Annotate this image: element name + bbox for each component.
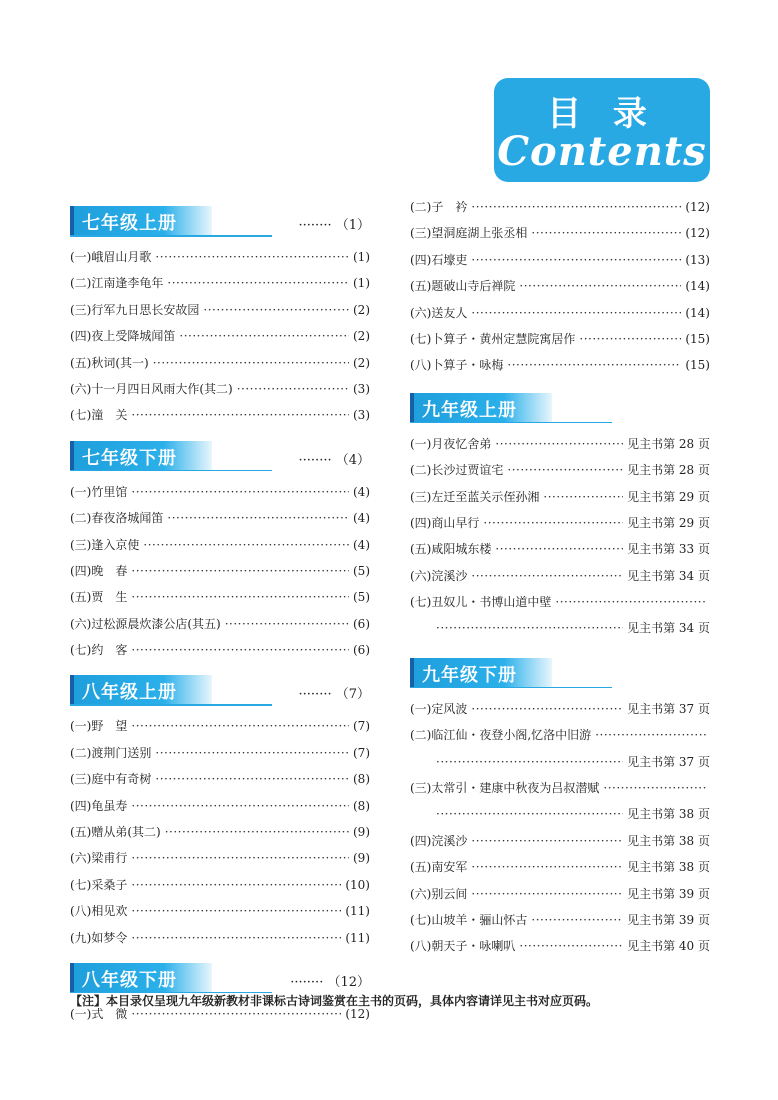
section-page: ········ （7） bbox=[298, 687, 370, 703]
leader-dots bbox=[131, 719, 349, 733]
leader-dots bbox=[131, 1007, 341, 1021]
entry-title: (七)山坡羊・骊山怀古 bbox=[410, 912, 528, 927]
section-underline bbox=[70, 704, 272, 706]
leader-dots bbox=[436, 755, 623, 769]
toc-entry[interactable] bbox=[410, 881, 710, 907]
entry-title: (一)定风波 bbox=[410, 701, 468, 716]
entry-title: (七)潼 关 bbox=[70, 408, 128, 423]
entry-title: (一)峨眉山月歌 bbox=[70, 250, 152, 264]
toc-entry[interactable] bbox=[70, 898, 370, 924]
toc-entry[interactable] bbox=[410, 589, 710, 615]
toc-entry[interactable] bbox=[410, 775, 710, 801]
leader-dots bbox=[436, 807, 623, 821]
section-title: 九年级上册 bbox=[422, 399, 517, 421]
leader-dots bbox=[436, 621, 623, 635]
entry-title: (七)卜算子・黄州定慧院寓居作 bbox=[410, 331, 576, 346]
toc-entry[interactable] bbox=[410, 220, 710, 246]
leader-dots bbox=[225, 617, 349, 631]
toc-entry[interactable] bbox=[70, 323, 370, 349]
entry-title: (八)卜算子・咏梅 bbox=[410, 358, 504, 373]
leader-dots bbox=[507, 358, 681, 372]
entry-page: 见主书第 40 页 bbox=[627, 939, 710, 954]
leader-dots bbox=[131, 851, 349, 865]
entry-title: (四)晚 春 bbox=[70, 563, 128, 578]
toc-entry[interactable] bbox=[410, 563, 710, 589]
toc-entry[interactable] bbox=[70, 637, 370, 663]
section-underline bbox=[70, 470, 272, 472]
entry-title: (二)子 衿 bbox=[410, 200, 468, 214]
entry-page: (12) bbox=[345, 1006, 370, 1021]
entry-page: (13) bbox=[685, 252, 710, 267]
toc-entry[interactable] bbox=[70, 845, 370, 871]
leader-dots bbox=[531, 913, 623, 927]
entry-page: (4) bbox=[353, 537, 370, 552]
leader-dots bbox=[495, 542, 623, 556]
leader-dots bbox=[471, 887, 623, 901]
leader-dots bbox=[131, 799, 349, 813]
toc-entry[interactable] bbox=[70, 479, 370, 505]
entry-page: (5) bbox=[353, 563, 370, 578]
toc-entry[interactable] bbox=[70, 270, 370, 296]
toc-entry[interactable] bbox=[410, 510, 710, 536]
leader-dots bbox=[155, 746, 349, 760]
entry-title: (六)十一月四日风雨大作(其二) bbox=[70, 381, 233, 396]
section-title: 八年级上册 bbox=[82, 682, 177, 704]
entry-title: (一)式 微 bbox=[70, 1006, 128, 1021]
entry-page: (1) bbox=[353, 276, 370, 291]
entry-title: (三)左迁至蓝关示侄孙湘 bbox=[410, 489, 540, 504]
entry-page: 见主书第 38 页 bbox=[627, 833, 710, 848]
entry-title: (三)庭中有奇树 bbox=[70, 772, 152, 787]
entry-page: 见主书第 34 页 bbox=[627, 621, 710, 636]
leader-dots bbox=[131, 564, 349, 578]
entry-title: (八)相见欢 bbox=[70, 904, 128, 919]
leader-dots bbox=[471, 860, 623, 874]
entry-title: (二)春夜洛城闻笛 bbox=[70, 511, 164, 526]
entry-page: 见主书第 28 页 bbox=[627, 436, 710, 451]
leader-dots bbox=[555, 595, 706, 609]
leader-dots bbox=[579, 332, 681, 346]
toc-entry[interactable] bbox=[410, 933, 710, 959]
leader-dots bbox=[167, 276, 349, 290]
toc-entry-continuation[interactable] bbox=[410, 615, 710, 641]
section-page: ········ （1） bbox=[298, 218, 370, 233]
section-underline bbox=[410, 687, 612, 689]
toc-entry[interactable] bbox=[70, 402, 370, 428]
leader-dots bbox=[471, 253, 681, 267]
entry-page: (5) bbox=[353, 590, 370, 605]
entry-title: (一)月夜忆舍弟 bbox=[410, 436, 492, 451]
entry-title: (二)江南逢李龟年 bbox=[70, 276, 164, 291]
section-underline bbox=[410, 422, 612, 424]
entry-page: (1) bbox=[353, 250, 370, 264]
entry-page: (12) bbox=[685, 200, 710, 214]
entry-title: (四)浣溪沙 bbox=[410, 833, 468, 848]
leader-dots bbox=[167, 511, 349, 525]
left-column bbox=[70, 196, 370, 1027]
toc-entry[interactable] bbox=[70, 611, 370, 637]
leader-dots bbox=[131, 408, 349, 422]
leader-dots bbox=[165, 825, 349, 839]
toc-entry[interactable] bbox=[70, 532, 370, 558]
section-header bbox=[410, 656, 710, 690]
title-chinese: 目 录 bbox=[547, 94, 657, 134]
leader-dots bbox=[471, 702, 623, 716]
leader-dots bbox=[203, 303, 349, 317]
leader-dots bbox=[155, 772, 349, 786]
entry-title: (六)浣溪沙 bbox=[410, 568, 468, 583]
toc-entry[interactable] bbox=[70, 558, 370, 584]
entry-page: 见主书第 28 页 bbox=[627, 463, 710, 478]
toc-entry[interactable] bbox=[70, 297, 370, 323]
entry-title: (三)太常引・建康中秋夜为吕叔潜赋 bbox=[410, 781, 600, 796]
leader-dots bbox=[179, 329, 349, 343]
entry-page: 见主书第 29 页 bbox=[627, 489, 710, 504]
entry-title: (二)临江仙・夜登小阁,忆洛中旧游 bbox=[410, 728, 592, 743]
entry-title: (四)商山早行 bbox=[410, 515, 480, 530]
toc-entry[interactable] bbox=[410, 907, 710, 933]
entry-page: 见主书第 29 页 bbox=[627, 515, 710, 530]
entry-title: (六)送友人 bbox=[410, 305, 468, 320]
entry-page: (4) bbox=[353, 511, 370, 526]
leader-dots bbox=[471, 306, 681, 320]
entry-title: (三)望洞庭湖上张丞相 bbox=[410, 226, 528, 241]
entry-page: (7) bbox=[353, 745, 370, 760]
toc-entry[interactable] bbox=[410, 536, 710, 562]
section-header bbox=[70, 673, 370, 707]
entry-title: (二)长沙过贾谊宅 bbox=[410, 463, 504, 478]
leader-dots bbox=[131, 643, 349, 657]
toc-entry[interactable] bbox=[70, 766, 370, 792]
toc-entry[interactable] bbox=[410, 696, 710, 722]
entry-page: (3) bbox=[353, 381, 370, 396]
entry-title: (四)夜上受降城闻笛 bbox=[70, 329, 176, 344]
entry-page: (8) bbox=[353, 772, 370, 787]
toc-entry-continuation[interactable] bbox=[410, 801, 710, 827]
section-header bbox=[410, 391, 710, 425]
entry-title: (六)梁甫行 bbox=[70, 851, 128, 866]
toc-entry[interactable] bbox=[70, 740, 370, 766]
leader-dots bbox=[143, 538, 349, 552]
entry-title: (九)如梦令 bbox=[70, 930, 128, 945]
leader-dots bbox=[155, 250, 349, 264]
entry-page: (8) bbox=[353, 798, 370, 813]
leader-dots bbox=[495, 437, 623, 451]
leader-dots bbox=[131, 904, 341, 918]
toc-entry[interactable] bbox=[70, 376, 370, 402]
leader-dots bbox=[237, 382, 349, 396]
toc-entry[interactable] bbox=[70, 872, 370, 898]
contents-title-box bbox=[494, 78, 710, 182]
toc-entry[interactable] bbox=[70, 713, 370, 739]
entry-page: 见主书第 39 页 bbox=[627, 886, 710, 901]
entry-page: (11) bbox=[345, 930, 370, 945]
entry-page: (7) bbox=[353, 719, 370, 734]
toc-entry[interactable] bbox=[410, 457, 710, 483]
leader-dots bbox=[131, 931, 341, 945]
entry-page: (6) bbox=[353, 616, 370, 631]
toc-entry[interactable] bbox=[70, 505, 370, 531]
entry-title: (五)赠从弟(其二) bbox=[70, 825, 161, 840]
entry-title: (四)龟虽寿 bbox=[70, 798, 128, 813]
leader-dots bbox=[483, 516, 623, 530]
entry-title: (七)约 客 bbox=[70, 643, 128, 658]
leader-dots bbox=[131, 485, 349, 499]
entry-page: (3) bbox=[353, 408, 370, 423]
toc-entry[interactable] bbox=[410, 326, 710, 352]
entry-title: (七)丑奴儿・书博山道中壁 bbox=[410, 595, 552, 610]
section-title: 九年级下册 bbox=[422, 664, 517, 686]
entry-title: (三)逢入京使 bbox=[70, 537, 140, 552]
leader-dots bbox=[471, 569, 623, 583]
section-title: 七年级下册 bbox=[82, 447, 177, 469]
entry-title: (一)竹里馆 bbox=[70, 484, 128, 499]
section-header bbox=[70, 439, 370, 473]
toc-entry[interactable] bbox=[410, 484, 710, 510]
entry-page: 见主书第 38 页 bbox=[627, 860, 710, 875]
entry-page: (2) bbox=[353, 302, 370, 317]
leader-dots bbox=[519, 279, 681, 293]
section-header bbox=[70, 204, 370, 238]
entry-title: (五)题破山寺后禅院 bbox=[410, 279, 516, 294]
entry-page: (2) bbox=[353, 355, 370, 370]
entry-page: 见主书第 34 页 bbox=[627, 568, 710, 583]
leader-dots bbox=[471, 834, 623, 848]
title-english: Contents bbox=[497, 128, 707, 175]
entry-page: (9) bbox=[353, 825, 370, 840]
toc-entry[interactable] bbox=[70, 819, 370, 845]
continued-list bbox=[410, 194, 710, 379]
entry-title: (一)野 望 bbox=[70, 719, 128, 734]
entry-page: (14) bbox=[685, 305, 710, 320]
entry-title: (七)采桑子 bbox=[70, 877, 128, 892]
toc-entry[interactable] bbox=[410, 854, 710, 880]
leader-dots bbox=[153, 356, 349, 370]
section-underline bbox=[70, 235, 272, 237]
toc-entry[interactable] bbox=[70, 584, 370, 610]
entry-title: (六)别云间 bbox=[410, 886, 468, 901]
entry-page: 见主书第 38 页 bbox=[627, 807, 710, 822]
leader-dots bbox=[471, 200, 681, 214]
entry-title: (五)南安军 bbox=[410, 860, 468, 875]
entry-title: (五)秋词(其一) bbox=[70, 355, 149, 370]
leader-dots bbox=[507, 463, 623, 477]
leader-dots bbox=[131, 590, 349, 604]
entry-page: (2) bbox=[353, 329, 370, 344]
entry-page: (15) bbox=[685, 358, 710, 373]
entry-title: (三)行军九日思长安故园 bbox=[70, 302, 200, 317]
footnote: 【注】本目录仅呈现九年级新教材非课标古诗词鉴赏在主书的页码，具体内容请详见主书对应页码。 bbox=[70, 994, 599, 1008]
right-column bbox=[410, 196, 710, 960]
toc-entry[interactable] bbox=[70, 350, 370, 376]
entry-page: 见主书第 33 页 bbox=[627, 542, 710, 557]
toc-entry[interactable] bbox=[70, 925, 370, 951]
entry-page: (9) bbox=[353, 851, 370, 866]
toc-entry[interactable] bbox=[410, 194, 710, 220]
section-title: 八年级下册 bbox=[82, 969, 177, 991]
entry-title: (四)石壕吏 bbox=[410, 252, 468, 267]
leader-dots bbox=[131, 878, 341, 892]
section-page: ········ （4） bbox=[298, 452, 370, 468]
section-page: ········ （12） bbox=[290, 974, 370, 990]
entry-page: (4) bbox=[353, 484, 370, 499]
entry-title: (八)朝天子・咏喇叭 bbox=[410, 939, 516, 954]
section-header bbox=[70, 961, 370, 995]
entry-page: (10) bbox=[345, 877, 370, 892]
toc-entry-continuation[interactable] bbox=[410, 749, 710, 775]
entry-page: 见主书第 37 页 bbox=[627, 701, 710, 716]
entry-page: (14) bbox=[685, 279, 710, 294]
toc-entry[interactable] bbox=[410, 431, 710, 457]
toc-entry[interactable] bbox=[410, 352, 710, 378]
toc-entry[interactable] bbox=[410, 273, 710, 299]
leader-dots bbox=[595, 728, 706, 742]
toc-entry[interactable] bbox=[70, 244, 370, 270]
entry-page: (6) bbox=[353, 643, 370, 658]
entry-page: (15) bbox=[685, 331, 710, 346]
leader-dots bbox=[519, 939, 623, 953]
entry-page: (11) bbox=[345, 904, 370, 919]
entry-title: (五)贾 生 bbox=[70, 590, 128, 605]
toc-entry[interactable] bbox=[410, 722, 710, 748]
entry-title: (六)过松源晨炊漆公店(其五) bbox=[70, 616, 221, 631]
entry-page: (12) bbox=[685, 226, 710, 241]
leader-dots bbox=[603, 781, 706, 795]
entry-title: (二)渡荆门送别 bbox=[70, 745, 152, 760]
entry-title: (五)咸阳城东楼 bbox=[410, 542, 492, 557]
entry-page: 见主书第 39 页 bbox=[627, 912, 710, 927]
entry-page: 见主书第 37 页 bbox=[627, 754, 710, 769]
toc-entry[interactable] bbox=[410, 247, 710, 273]
toc-entry[interactable] bbox=[410, 300, 710, 326]
section-title: 七年级上册 bbox=[82, 213, 177, 234]
toc-entry[interactable] bbox=[70, 793, 370, 819]
toc-entry[interactable] bbox=[410, 828, 710, 854]
leader-dots bbox=[531, 226, 681, 240]
leader-dots bbox=[543, 490, 623, 504]
